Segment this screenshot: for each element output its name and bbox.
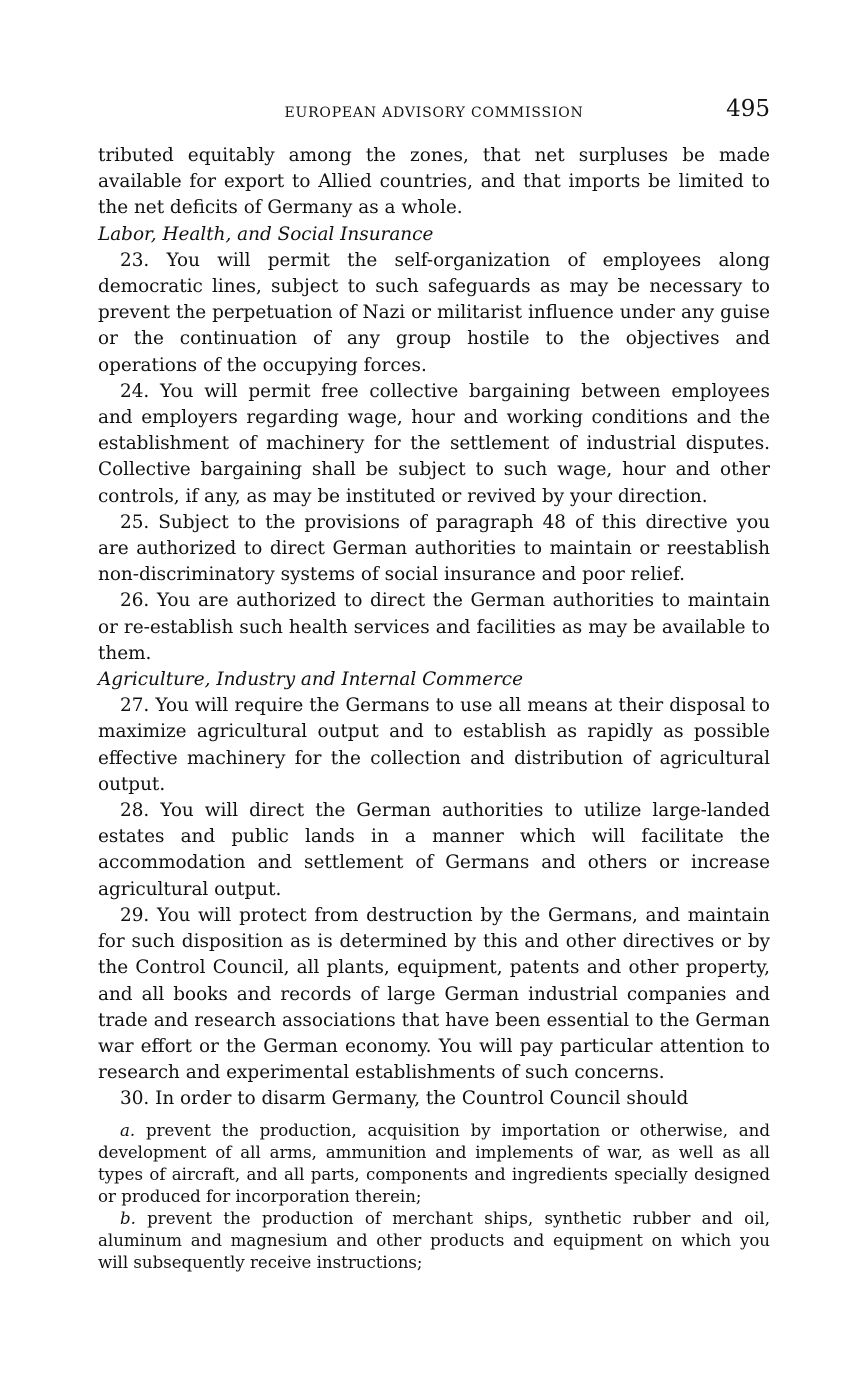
book-page [98,96,770,1274]
section-heading-labor: Labor, Health, and Social Insurance [98,223,434,245]
paragraph-29: 29. You will protect from destruction by the Germans, and maintain for such disposition as is determined by this and other directives or by the Control Council, all plants, equipment, patents and other property, and all books and records of large German industrial companies and trade and research associations that have been essential to the German war effort or the German economy. You will pay particular attention to research and experimental establishments of such concerns. [98,904,770,1084]
paragraph-23: 23. You will permit the self-organization of employees along democratic lines, subject to such safeguards as may be necessary to prevent the perpetuation of Nazi or militarist influence under any guise or the continuation of any group hostile to the objectives and operations of the occupying forces. [98,249,770,376]
page-header [98,96,770,130]
paragraph-25: 25. Subject to the provisions of paragraph 48 of this directive you are authorized to direct German authorities to maintain or reestablish non-discriminatory systems of social insurance and poor relief. [98,511,770,586]
paragraph-24: 24. You will permit free collective bargaining between employees and employers regarding wage, hour and working conditions and the establishment of machinery for the settlement of industrial disputes. Collective bargaining shall be subject to such wage, hour and other controls, if any, as may be instituted or revived by your direction. [98,380,770,507]
paragraph-30: 30. In order to disarm Germany, the Countrol Council should [120,1088,689,1110]
paragraph-28: 28. You will direct the German authorities to utilize large-landed estates and public lands in a manner which will facilitate the accommodation and settlement of Germans and others or increase agricultural output. [98,800,770,900]
subparagraph-letter: a. [120,1120,136,1140]
subparagraph-text: prevent the production of merchant ships, synthetic rubber and oil, aluminum and magnesium and other products and equipment on which you will subsequently receive instructions; [98,1208,770,1272]
subparagraph-letter: b. [120,1208,136,1228]
intro-paragraph: tributed equitably among the zones, that net surpluses be made available for export to Allied countries, and that imports be limited to the net deficits of Germany as a whole. [98,145,770,219]
paragraph-27: 27. You will require the Germans to use all means at their disposal to maximize agricultural output and to establish as rapidly as possible effective machinery for the collection and distribution of agricultural output. [98,695,770,795]
section-heading-agriculture: Agriculture, Industry and Internal Commerce [98,669,523,691]
page-body [98,143,770,1274]
subparagraph-text: prevent the production, acquisition by importation or otherwise, and development of all arms, ammunition and implements of war, as well as all types of aircraft, and all parts, components and ingredients specially designed or produced for incorporation therein; [98,1120,770,1206]
subparagraph-list [98,1120,770,1274]
running-head: EUROPEAN ADVISORY COMMISSION [284,105,584,121]
subparagraph-a [98,1120,770,1208]
paragraph-26: 26. You are authorized to direct the German authorities to maintain or re-establish such health services and facilities as may be available to them. [98,590,770,664]
subparagraph-b [98,1208,770,1274]
page-number: 495 [726,96,770,122]
